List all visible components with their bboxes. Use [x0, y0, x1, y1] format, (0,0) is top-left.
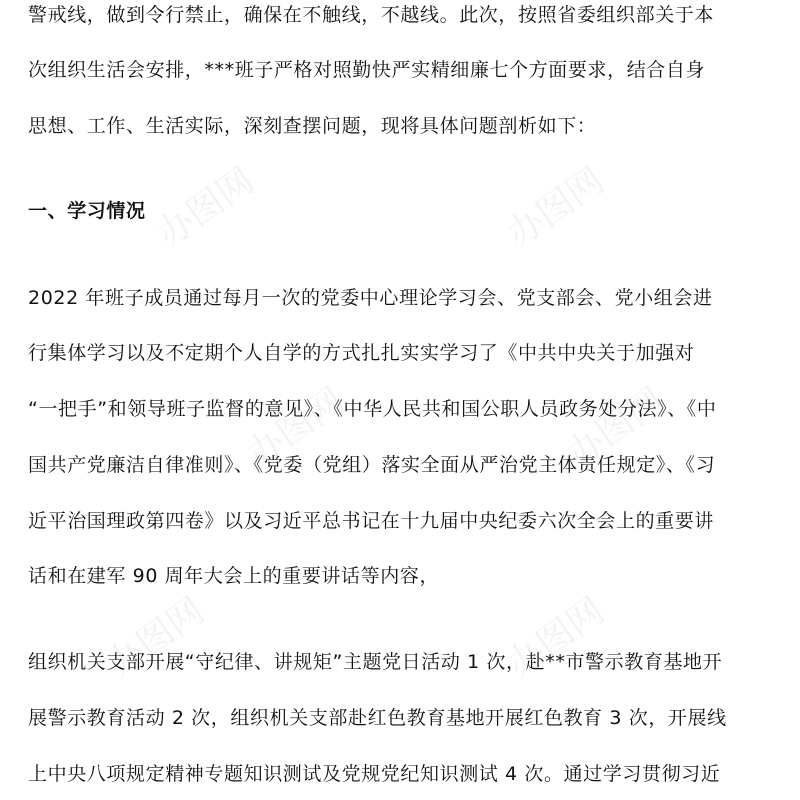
body-text-line: 话和在建军 90 周年大会上的重要讲话等内容， [28, 565, 440, 587]
watermark: 办图网 [149, 160, 262, 256]
watermark: 办图网 [499, 160, 612, 256]
body-text-line: 2022 年班子成员通过每月一次的党委中心理论学习会、党支部会、党小组会进 [28, 287, 713, 309]
body-text-line: “一把手”和领导班子监督的意见》、《中华人民共和国公职人员政务处分法》、《中 [28, 398, 717, 420]
body-text-line: 组织机关支部开展“守纪律、讲规矩”主题党日活动 1 次，赴**市警示教育基地开 [28, 651, 723, 673]
body-text-line: 警戒线，做到令行禁止，确保在不触线，不越线。此次，按照省委组织部关于本 [28, 4, 715, 26]
watermark: 办图网 [239, 380, 352, 476]
body-text-line: 行集体学习以及不定期个人自学的方式扎扎实实学习了《中共中央关于加强对 [28, 342, 695, 364]
body-text-line: 国共产党廉洁自律准则》、《党委（党组）落实全面从严治党主体责任规定》、《习 [28, 454, 716, 476]
body-text-line: 展警示教育活动 2 次，组织机关支部赴红色教育基地开展红色教育 3 次，开展线 [28, 707, 727, 729]
section-heading: 一、学习情况 [28, 200, 146, 222]
watermark: 办图网 [99, 590, 212, 686]
body-text-line: 上中央八项规定精神专题知识测试及党规党纪知识测试 4 次。通过学习贯彻习近 [28, 763, 721, 785]
watermark: 办图网 [499, 590, 612, 686]
body-text-line: 近平治国理政第四卷》以及习近平总书记在十九届中央纪委六次全会上的重要讲 [28, 510, 715, 532]
watermark: 办图网 [559, 380, 672, 476]
body-text-line: 次组织生活会安排，***班子严格对照勤快严实精细廉七个方面要求，结合自身 [28, 59, 706, 81]
body-text-line: 思想、工作、生活实际，深刻查摆问题，现将具体问题剖析如下： [28, 115, 597, 137]
